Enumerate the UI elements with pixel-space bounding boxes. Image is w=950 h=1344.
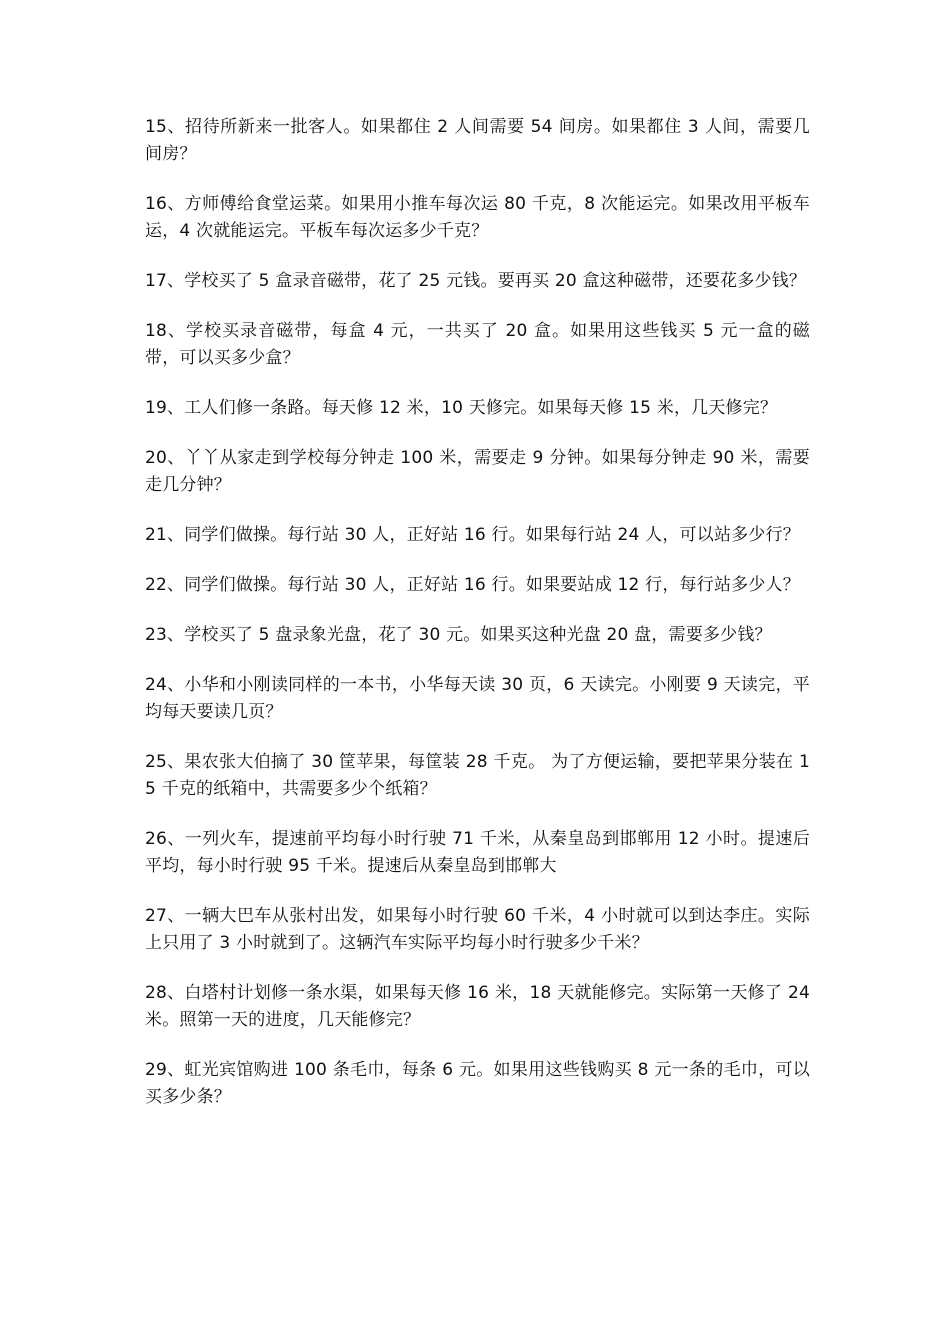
- problem-16: 16、方师傅给食堂运菜。如果用小推车每次运 80 千克，8 次能运完。如果改用平板车运，4 次就能运完。平板车每次运多少千克？: [145, 194, 810, 241]
- problem-22: 22、同学们做操。每行站 30 人，正好站 16 行。如果要站成 12 行，每行站多少人？: [145, 575, 800, 595]
- problem-29: 29、虹光宾馆购进 100 条毛巾，每条 6 元。如果用这些钱购买 8 元一条的毛巾，可以买多少条？: [145, 1060, 810, 1107]
- problem-27: 27、一辆大巴车从张村出发，如果每小时行驶 60 千米，4 小时就可以到达李庄。实际上只用了 3 小时就到了。这辆汽车实际平均每小时行驶多少千米？: [145, 906, 810, 953]
- problem-25: 25、果农张大伯摘了 30 筐苹果，每筐装 28 千克。 为了方便运输，要把苹果分装在 15 千克的纸箱中，共需要多少个纸箱？: [145, 752, 810, 799]
- problem-17: 17、学校买了 5 盒录音磁带，花了 25 元钱。要再买 20 盒这种磁带，还要花多少钱？: [145, 271, 807, 291]
- problem-15: 15、招待所新来一批客人。如果都住 2 人间需要 54 间房。如果都住 3 人间，需要几间房？: [145, 117, 810, 164]
- problem-18: 18、学校买录音磁带，每盒 4 元，一共买了 20 盒。如果用这些钱买 5 元一盒的磁带，可以买多少盒？: [145, 321, 810, 368]
- problem-19: 19、工人们修一条路。每天修 12 米，10 天修完。如果每天修 15 米，几天修完？: [145, 398, 778, 418]
- problem-23: 23、学校买了 5 盘录象光盘，花了 30 元。如果买这种光盘 20 盘，需要多少钱？: [145, 625, 772, 645]
- problem-21: 21、同学们做操。每行站 30 人，正好站 16 行。如果每行站 24 人，可以站多少行？: [145, 525, 800, 545]
- problem-24: 24、小华和小刚读同样的一本书，小华每天读 30 页，6 天读完。小刚要 9 天读完，平均每天要读几页？: [145, 675, 810, 722]
- problem-list: [145, 114, 810, 1134]
- problem-28: 28、白塔村计划修一条水渠，如果每天修 16 米，18 天就能修完。实际第一天修了 24 米。照第一天的进度，几天能修完？: [145, 983, 810, 1030]
- problem-26: 26、一列火车，提速前平均每小时行驶 71 千米，从秦皇岛到邯郸用 12 小时。提速后平均，每小时行驶 95 千米。提速后从秦皇岛到邯郸大: [145, 829, 810, 876]
- problem-20: 20、丫丫从家走到学校每分钟走 100 米，需要走 9 分钟。如果每分钟走 90 米，需要走几分钟？: [145, 448, 810, 495]
